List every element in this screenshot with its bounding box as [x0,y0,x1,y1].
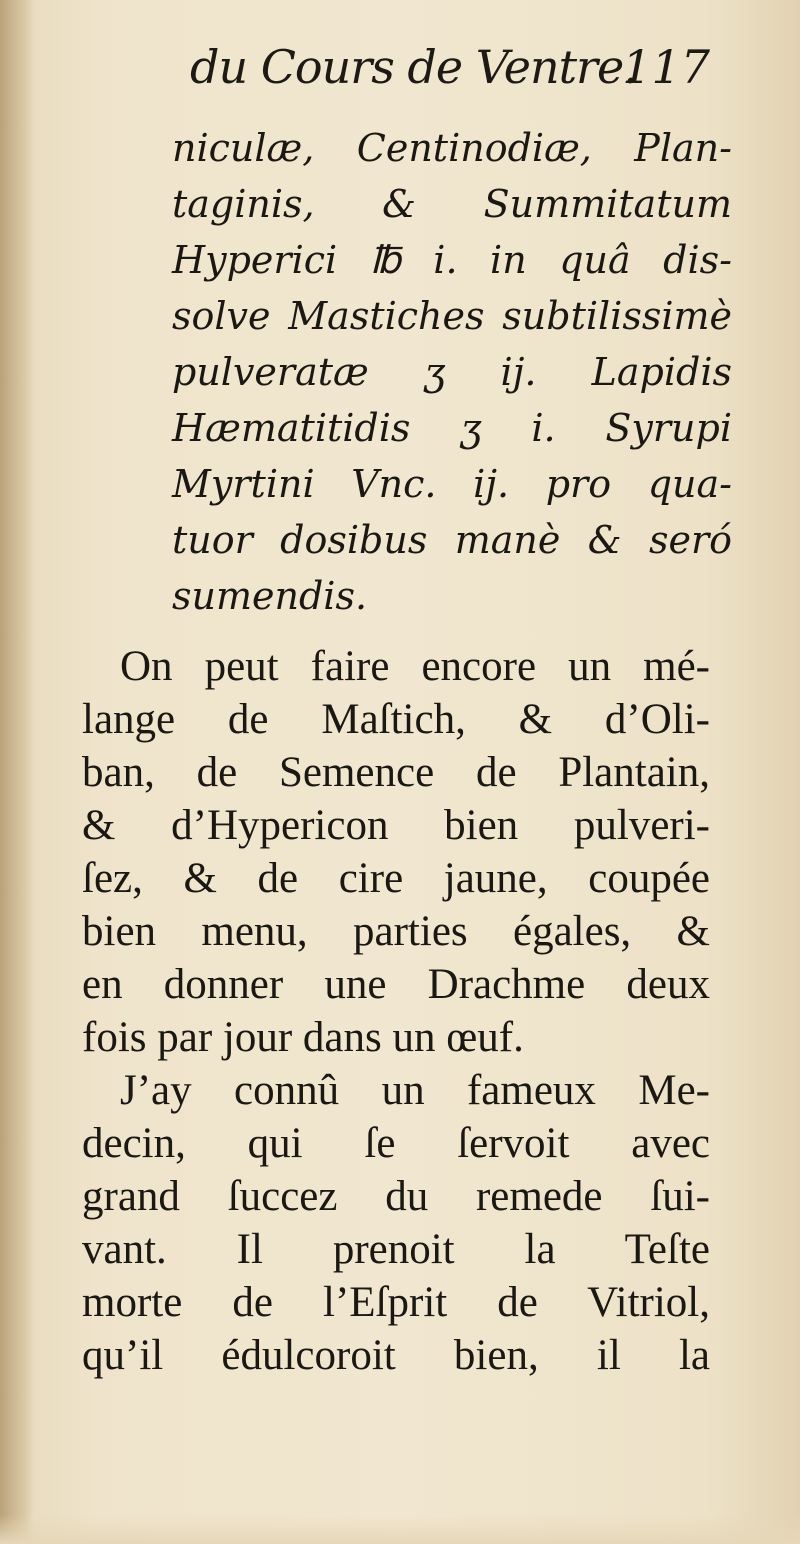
text-line: J’ay connû un fameux Me- [120,1067,710,1114]
text-line: ſez, & de cire jaune, coupée [82,855,710,902]
text-line: bien menu, parties égales, & [82,908,710,955]
text-line: fois par jour dans un œuf. [82,1014,524,1061]
text-line: grand ſuccez du remede ſui- [82,1173,710,1220]
text-line: tuor dosibus manè & seró [172,518,732,562]
paragraph-mastich-remedy [82,640,710,1064]
page-header [190,40,710,110]
text-line: solve Mastiches subtilissimè [172,294,732,338]
text-line: taginis, & Summitatum [172,182,732,226]
french-body-text [82,640,710,1382]
text-line: lange de Maſtich, & d’Oli- [82,696,710,743]
text-line: decin, qui ſe ſervoit avec [82,1120,710,1167]
text-line: morte de l’Eſprit de Vitriol, [82,1279,710,1326]
text-line: niculæ, Centinodiæ, Plan- [172,126,732,170]
text-line: sumendis. [172,574,368,618]
text-line: Hæmatitidis ʒ i. Syrupi [172,406,732,450]
latin-prescription-paragraph [172,120,732,624]
text-line: qu’il édulcoroit bien, il la [82,1332,710,1379]
page-number: 117 [622,40,710,94]
text-line: vant. Il prenoit la Teſte [82,1226,710,1273]
text-line: en donner une Drachme deux [82,961,710,1008]
running-head: du Cours de Ventre. [190,40,637,94]
text-line: pulveratæ ʒ ij. Lapidis [172,350,732,394]
text-line: Hyperici ℔ i. in quâ dis- [172,238,732,282]
text-line: ban, de Semence de Plantain, [82,749,710,796]
text-line: & d’Hypericon bien pulveri- [82,802,710,849]
paragraph-vitriol-remedy [82,1064,710,1382]
page-gutter-edge [0,0,34,1544]
page-bottom-edge [0,1514,800,1544]
text-line: Myrtini Vnc. ij. pro qua- [172,462,732,506]
text-line: On peut faire encore un mé- [120,643,710,690]
